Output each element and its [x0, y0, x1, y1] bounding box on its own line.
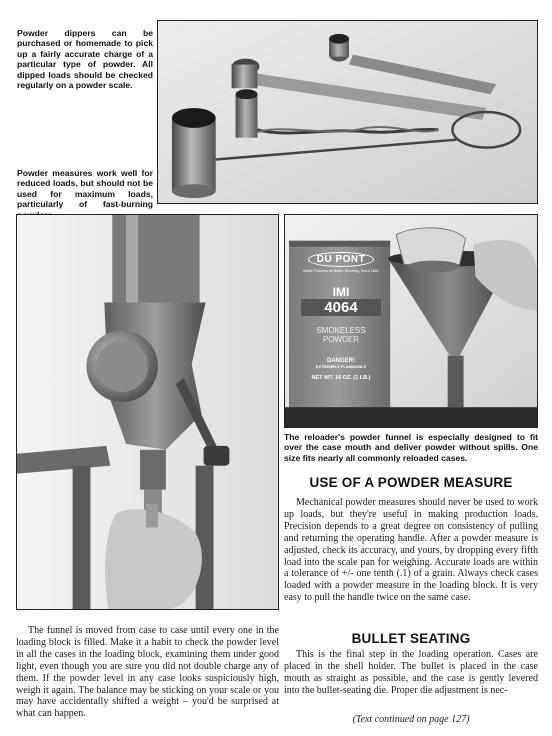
- can-warning-sub: EXTREMELY FLAMMABLE: [315, 364, 367, 369]
- photo-powder-funnel: [284, 214, 538, 428]
- can-type-line1: SMOKELESS: [316, 326, 366, 335]
- photo-powder-dippers: [157, 20, 538, 204]
- caption-powder-measures: Powder measures work well for reduced loads, but should not be used for maximum loads, particularly of fast-burning: [17, 168, 153, 210]
- can-brand: DU PONT: [308, 252, 375, 267]
- can-tagline: Better Powders for Better Shooting, Since 1802: [303, 269, 379, 273]
- caption-powder-funnel: The reloader's powder funnel is especially designed to fit over the case mouth and deliver powder without spills. One size fits nearly all commonly reloaded cases.: [284, 432, 538, 463]
- can-product-line: IMI: [332, 285, 350, 299]
- paragraph-powder-measure: Mechanical powder measures should never be used to work up loads, but they're useful in making production loads. Precision depends to a great degree on consistency of pulling and returning the operating handle. After a powder measure is adjusted, check its accuracy, and yours, by dropping every fifth load into the scale pan for weighing. Accurate loads are within a tolerance of +/- one tenth (.1) of a grain. Always check cases loaded with a powder measure in the loading block. It is very easy to pull the handle twice on the same case.: [284, 497, 538, 604]
- photo-powder-measure: [16, 214, 279, 610]
- heading-bullet-seating: BULLET SEATING: [351, 631, 471, 646]
- heading-powder-measure: USE OF A POWDER MEASURE: [309, 475, 513, 490]
- continued-note: (Text continued on page 127): [352, 714, 470, 725]
- caption-powder-dippers: Powder dippers can be purchased or homemade to pick up a fairly accurate charge of a particular type of powder. All dipped loads should be checked regularly on a powder scale.: [17, 28, 153, 91]
- can-type-line2: POWDER: [323, 335, 359, 344]
- can-product-number: 4064: [301, 299, 381, 316]
- powder-can-label: [295, 249, 387, 381]
- can-net-weight: NET WT. 16 OZ. (1 LB.): [311, 375, 371, 381]
- can-warning-title: DANGER!: [327, 358, 355, 364]
- paragraph-funnel: The funnel is moved from case to case until every one in the loading block is filled. Make it a habit to check the powder level in all the cases in the loading block, examining them under good light, even though you are sure you did not double charge any of them. If the powder level in any case looks suspiciously high, weigh it again. The balance may be sticking on your scale or you may have accidentally shifted a weight – you'd be surprised at what can happen.: [16, 625, 279, 720]
- paragraph-bullet-seating: This is the final step in the loading operation. Cases are placed in the shell holder. The bullet is placed in the case mouth as straight as possible, and the case is gently levered into the bullet-seating die. Proper die adjustment is nec-: [284, 649, 538, 696]
